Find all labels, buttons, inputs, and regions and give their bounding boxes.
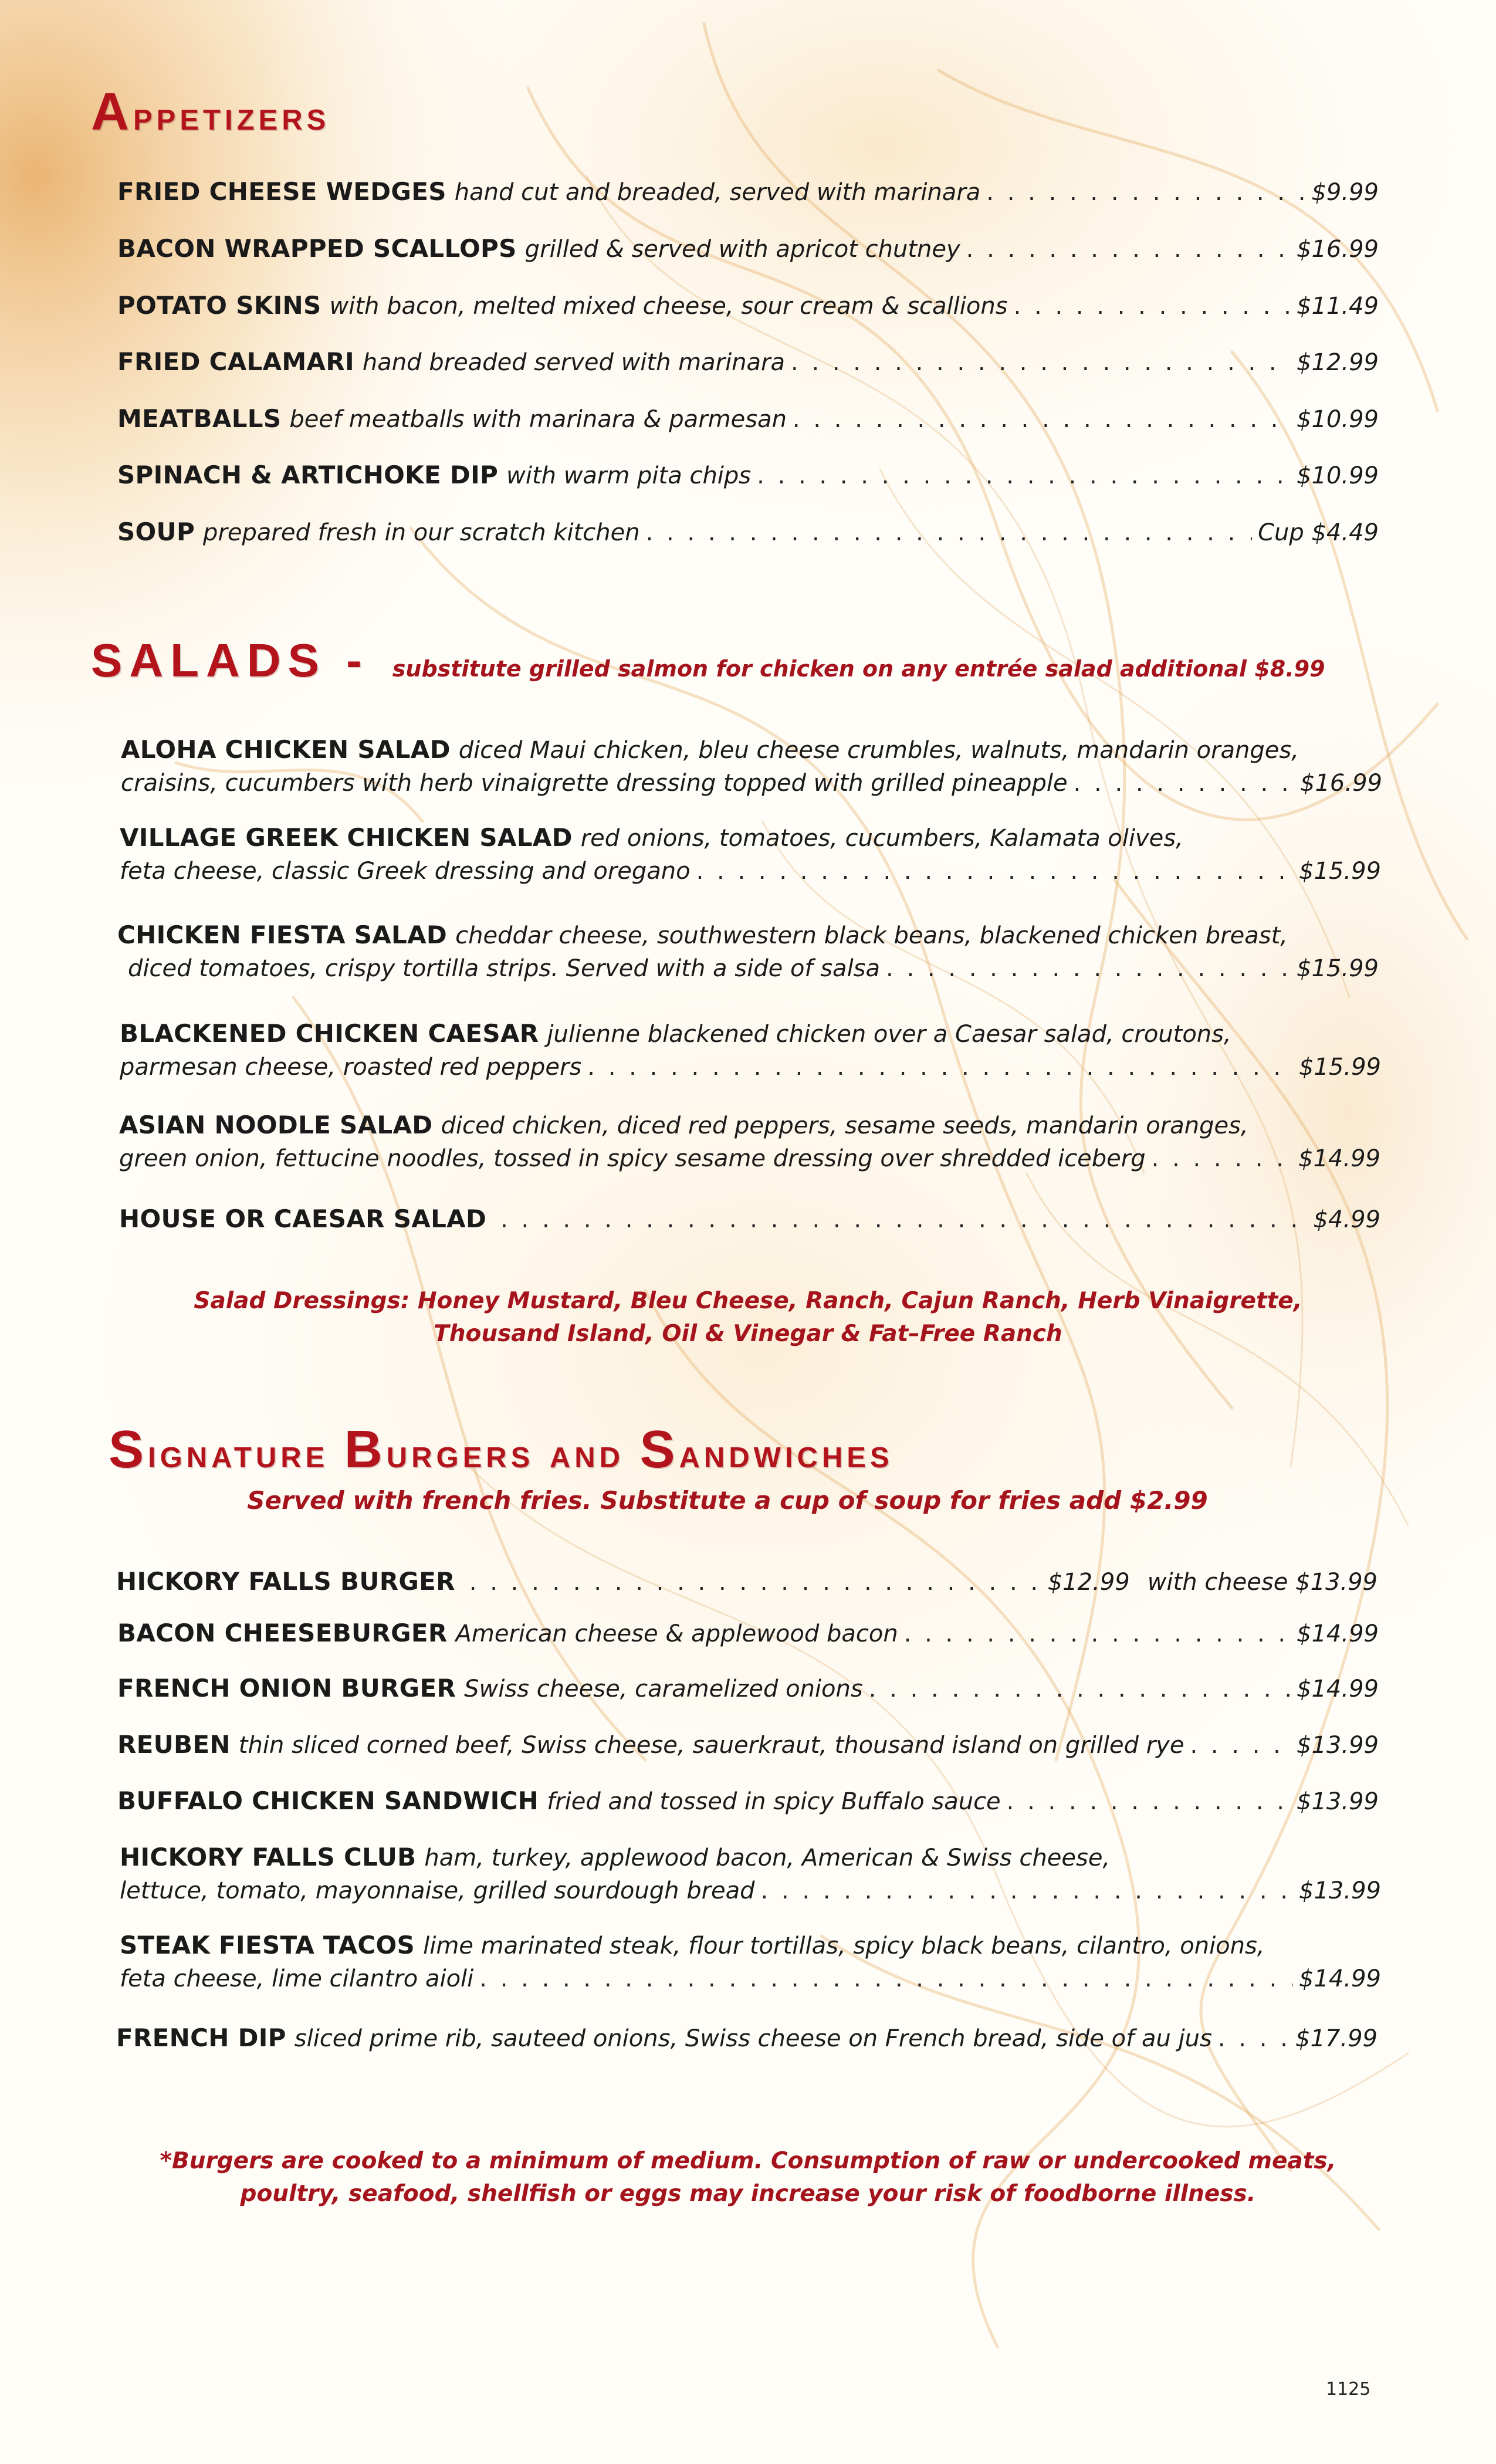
item-name: VILLAGE GREEK CHICKEN SALAD <box>120 823 573 852</box>
dot-leader <box>757 459 1291 492</box>
dot-leader <box>791 346 1291 379</box>
menu-item-soup <box>117 516 1379 549</box>
item-price: $13.99 <box>1297 1732 1379 1759</box>
item-description: diced chicken, diced red peppers, sesame seeds, mandarin oranges, <box>441 1112 1248 1139</box>
dot-leader <box>1218 2022 1289 2055</box>
item-description: with bacon, melted mixed cheese, sour cream & scallions <box>329 293 1008 320</box>
menu-item-asian-noodle-salad <box>119 1109 1380 1175</box>
dot-leader <box>1014 290 1291 323</box>
item-name: FRENCH DIP <box>116 2023 286 2052</box>
menu-item-chicken-fiesta-salad <box>117 919 1379 985</box>
item-price: $4.99 <box>1313 1206 1380 1233</box>
dot-leader <box>904 1617 1291 1650</box>
menu-item-french-onion-burger <box>117 1672 1379 1705</box>
menu-item-house-or-caesar-salad <box>119 1203 1380 1236</box>
item-name: SPINACH & ARTICHOKE DIP <box>117 461 499 489</box>
salads-substitution-note: substitute grilled salmon for chicken on any entrée salad additional $8.99 <box>392 656 1325 682</box>
salad-dressings-note: Salad Dressings: Honey Mustard, Bleu Cheese, Ranch, Cajun Ranch, Herb Vinaigrette, Thousand Island, Oil & Vinegar & Fat–Free Ranch <box>194 1288 1302 1347</box>
item-price: $15.99 <box>1299 858 1381 885</box>
item-description: sliced prime rib, sauteed onions, Swiss cheese on French bread, side of au jus <box>294 2025 1212 2052</box>
item-name: BUFFALO CHICKEN SANDWICH <box>117 1786 539 1815</box>
dot-leader <box>469 1566 1042 1599</box>
item-price: $13.99 <box>1299 1877 1381 1904</box>
item-description: diced tomatoes, crispy tortilla strips. Served with a side of salsa <box>128 955 881 982</box>
item-description: cheddar cheese, southwestern black beans, blackened chicken breast, <box>455 922 1288 949</box>
item-price: $15.99 <box>1297 955 1379 982</box>
item-price: $11.49 <box>1297 293 1379 320</box>
burgers-title: Signature Burgers and Sandwiches <box>109 1420 893 1479</box>
menu-item-bacon-wrapped-scallops <box>117 232 1379 266</box>
with-cheese-price: with cheese $13.99 <box>1147 1569 1377 1596</box>
menu-item-steak-fiesta-tacos <box>120 1929 1381 1995</box>
dot-leader <box>793 403 1291 436</box>
item-description: grilled & served with apricot chutney <box>524 236 960 263</box>
item-description: hand cut and breaded, served with marinara <box>454 179 981 206</box>
menu-item-fried-cheese-wedges <box>117 175 1379 209</box>
menu-item-village-greek-chicken-salad <box>120 821 1381 888</box>
dot-leader <box>761 1874 1293 1907</box>
item-description: feta cheese, lime cilantro aioli <box>120 1965 474 1992</box>
item-description: red onions, tomatoes, cucumbers, Kalamata olives, <box>580 825 1183 852</box>
item-description: craisins, cucumbers with herb vinaigrette dressing topped with grilled pineapple <box>121 770 1068 797</box>
dot-leader <box>479 1962 1293 1995</box>
item-description: lime marinated steak, flour tortillas, spicy black beans, cilantro, onions, <box>423 1932 1265 1959</box>
item-description: hand breaded served with marinara <box>362 349 786 376</box>
item-description: lettuce, tomato, mayonnaise, grilled sourdough bread <box>120 1877 755 1904</box>
menu-item-meatballs <box>117 402 1379 436</box>
item-description: parmesan cheese, roasted red peppers <box>120 1054 582 1081</box>
item-description: diced Maui chicken, bleu cheese crumbles, walnuts, mandarin oranges, <box>458 737 1299 764</box>
item-price: $10.99 <box>1297 462 1379 489</box>
item-name: HICKORY FALLS BURGER <box>116 1567 455 1596</box>
menu-item-buffalo-chicken-sandwich <box>117 1785 1379 1818</box>
item-name: CHICKEN FIESTA SALAD <box>117 920 448 949</box>
dot-leader <box>646 516 1253 549</box>
item-description: thin sliced corned beef, Swiss cheese, sauerkraut, thousand island on grilled rye <box>238 1732 1184 1759</box>
item-price: $14.99 <box>1298 1145 1380 1172</box>
item-name: HICKORY FALLS CLUB <box>120 1843 417 1871</box>
item-price: $14.99 <box>1297 1676 1379 1703</box>
item-price: $14.99 <box>1297 1620 1379 1647</box>
dot-leader <box>986 176 1305 209</box>
food-safety-warning: *Burgers are cooked to a minimum of medium. Consumption of raw or undercooked meats, poultry, seafood, shellfish or eggs may increase your risk of foodborne illness. <box>160 2148 1336 2207</box>
item-name: BLACKENED CHICKEN CAESAR <box>120 1019 539 1048</box>
item-description: with warm pita chips <box>506 462 752 489</box>
dot-leader <box>886 952 1291 985</box>
item-name: ALOHA CHICKEN SALAD <box>121 735 451 764</box>
dot-leader <box>500 1203 1307 1236</box>
item-price: $16.99 <box>1297 236 1379 263</box>
menu-item-french-dip <box>116 2022 1377 2055</box>
page-number: 1125 <box>1326 2379 1371 2399</box>
item-description: prepared fresh in our scratch kitchen <box>203 519 640 546</box>
item-name: SOUP <box>117 517 195 546</box>
dot-leader <box>587 1051 1293 1084</box>
item-price: $12.99 <box>1047 1569 1130 1596</box>
menu-item-hickory-falls-burger <box>116 1565 1377 1599</box>
item-name: MEATBALLS <box>117 404 282 433</box>
dot-leader <box>696 855 1293 888</box>
item-name: ASIAN NOODLE SALAD <box>119 1111 433 1139</box>
burgers-subtitle: Served with french fries. Substitute a cup of soup for fries add $2.99 <box>247 1486 1208 1515</box>
menu-item-hickory-falls-club <box>120 1841 1381 1907</box>
item-name: HOUSE OR CAESAR SALAD <box>119 1204 487 1233</box>
item-name: BACON CHEESEBURGER <box>117 1619 448 1647</box>
dot-leader <box>966 233 1291 266</box>
appetizers-title: Appetizers <box>91 83 330 141</box>
item-price: $13.99 <box>1297 1788 1379 1815</box>
menu-item-bacon-cheeseburger <box>117 1617 1379 1650</box>
item-price: Cup $4.49 <box>1258 519 1379 546</box>
item-description: Swiss cheese, caramelized onions <box>464 1676 863 1703</box>
dot-leader <box>1190 1729 1291 1762</box>
item-description: beef meatballs with marinara & parmesan <box>289 406 787 433</box>
item-description: fried and tossed in spicy Buffalo sauce <box>547 1788 1001 1815</box>
item-name: POTATO SKINS <box>117 291 321 320</box>
dot-leader <box>869 1673 1291 1705</box>
item-description: feta cheese, classic Greek dressing and oregano <box>120 858 691 885</box>
dot-leader <box>1152 1142 1292 1175</box>
item-name: FRIED CALAMARI <box>117 347 354 376</box>
menu-item-blackened-chicken-caesar <box>120 1017 1381 1084</box>
item-name: FRIED CHEESE WEDGES <box>117 177 446 206</box>
item-name: STEAK FIESTA TACOS <box>120 1931 415 1959</box>
item-name: FRENCH ONION BURGER <box>117 1674 456 1703</box>
item-description: ham, turkey, applewood bacon, American & Swiss cheese, <box>424 1844 1111 1871</box>
salads-title: SALADS - substitute grilled salmon for chicken on any entrée salad additional $8.99 <box>91 634 1325 686</box>
menu-item-potato-skins <box>117 289 1379 323</box>
item-name: BACON WRAPPED SCALLOPS <box>117 234 517 263</box>
item-description: American cheese & applewood bacon <box>455 1620 898 1647</box>
menu-item-spinach-artichoke-dip <box>117 459 1379 492</box>
item-price: $16.99 <box>1300 770 1382 797</box>
item-price: $17.99 <box>1295 2025 1377 2052</box>
menu-item-aloha-chicken-salad <box>121 733 1382 800</box>
item-name: REUBEN <box>117 1730 231 1759</box>
item-description: green onion, fettucine noodles, tossed in spicy sesame dressing over shredded iceberg <box>119 1145 1146 1172</box>
dot-leader <box>1007 1785 1291 1818</box>
item-price: $12.99 <box>1297 349 1379 376</box>
item-price: $10.99 <box>1297 406 1379 433</box>
dot-leader <box>1074 767 1294 800</box>
item-description: julienne blackened chicken over a Caesar salad, croutons, <box>547 1021 1231 1048</box>
menu-item-reuben <box>117 1728 1379 1762</box>
menu-item-fried-calamari <box>117 346 1379 379</box>
item-price: $14.99 <box>1299 1965 1381 1992</box>
item-price: $9.99 <box>1311 179 1379 206</box>
item-price: $15.99 <box>1299 1054 1381 1081</box>
